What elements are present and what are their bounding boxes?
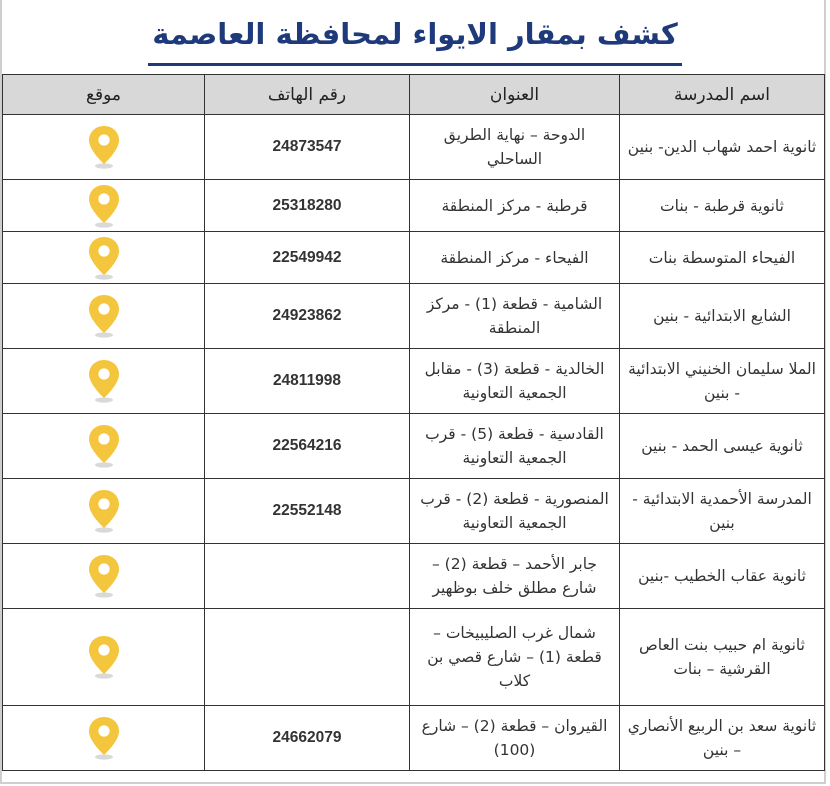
phone-cell: 24662079 — [205, 706, 410, 771]
phone-cell — [205, 609, 410, 706]
school-name-cell: ثانوية قرطبة - بنات — [620, 180, 825, 232]
address-cell: الخالدية - قطعة (3) - مقابل الجمعية التعاونية — [410, 349, 620, 414]
map-pin-icon[interactable] — [87, 634, 121, 680]
map-pin-icon[interactable] — [87, 358, 121, 404]
school-name-cell: ثانوية ام حبيب بنت العاص القرشية – بنات — [620, 609, 825, 706]
location-cell — [3, 706, 205, 771]
location-cell — [3, 544, 205, 609]
school-name-cell: ثانوية عقاب الخطيب -بنين — [620, 544, 825, 609]
address-cell: جابر الأحمد – قطعة (2) – شارع مطلق خلف بوظهير — [410, 544, 620, 609]
table-header-row — [3, 75, 825, 115]
address-cell: الدوحة – نهاية الطريق الساحلي — [410, 115, 620, 180]
map-pin-icon[interactable] — [87, 235, 121, 281]
phone-cell: 24923862 — [205, 284, 410, 349]
phone-cell: 25318280 — [205, 180, 410, 232]
address-cell: قرطبة - مركز المنطقة — [410, 180, 620, 232]
address-cell: المنصورية - قطعة (2) - قرب الجمعية التعاونية — [410, 479, 620, 544]
school-name-cell: الفيحاء المتوسطة بنات — [620, 232, 825, 284]
address-cell: الفيحاء - مركز المنطقة — [410, 232, 620, 284]
location-cell — [3, 609, 205, 706]
phone-cell — [205, 544, 410, 609]
phone-cell: 22552148 — [205, 479, 410, 544]
map-pin-icon[interactable] — [87, 715, 121, 761]
map-pin-icon[interactable] — [87, 183, 121, 229]
title-wrap — [0, 14, 830, 66]
address-cell: القادسية - قطعة (5) - قرب الجمعية التعاونية — [410, 414, 620, 479]
page-title: كشف بمقار الايواء لمحافظة العاصمة — [148, 14, 682, 66]
location-cell — [3, 284, 205, 349]
table-body — [3, 115, 825, 771]
map-pin-icon[interactable] — [87, 553, 121, 599]
table-row — [3, 349, 825, 414]
address-cell: الشامية - قطعة (1) - مركز المنطقة — [410, 284, 620, 349]
header-address: العنوان — [410, 75, 620, 115]
address-cell: القيروان – قطعة (2) – شارع (100) — [410, 706, 620, 771]
phone-cell: 22549942 — [205, 232, 410, 284]
map-pin-icon[interactable] — [87, 124, 121, 170]
shelters-table — [2, 74, 825, 771]
school-name-cell: ثانوية سعد بن الربيع الأنصاري – بنين — [620, 706, 825, 771]
table-row — [3, 609, 825, 706]
table-row — [3, 544, 825, 609]
school-name-cell: المدرسة الأحمدية الابتدائية - بنين — [620, 479, 825, 544]
location-cell — [3, 180, 205, 232]
location-cell — [3, 232, 205, 284]
phone-cell: 24873547 — [205, 115, 410, 180]
header-school: اسم المدرسة — [620, 75, 825, 115]
map-pin-icon[interactable] — [87, 423, 121, 469]
table-row — [3, 479, 825, 544]
location-cell — [3, 414, 205, 479]
table-row — [3, 232, 825, 284]
school-name-cell: الشايع الابتدائية - بنين — [620, 284, 825, 349]
map-pin-icon[interactable] — [87, 488, 121, 534]
table-row — [3, 180, 825, 232]
header-location: موقع — [3, 75, 205, 115]
school-name-cell: ثانوية عيسى الحمد - بنين — [620, 414, 825, 479]
map-pin-icon[interactable] — [87, 293, 121, 339]
location-cell — [3, 349, 205, 414]
header-phone: رقم الهاتف — [205, 75, 410, 115]
address-cell: شمال غرب الصليبيخات – قطعة (1) – شارع قصي بن كلاب — [410, 609, 620, 706]
location-cell — [3, 115, 205, 180]
location-cell — [3, 479, 205, 544]
school-name-cell: الملا سليمان الخنيني الابتدائية - بنين — [620, 349, 825, 414]
table-row — [3, 284, 825, 349]
phone-cell: 22564216 — [205, 414, 410, 479]
table-row — [3, 115, 825, 180]
school-name-cell: ثانوية احمد شهاب الدين- بنين — [620, 115, 825, 180]
table-row — [3, 414, 825, 479]
table-row — [3, 706, 825, 771]
phone-cell: 24811998 — [205, 349, 410, 414]
